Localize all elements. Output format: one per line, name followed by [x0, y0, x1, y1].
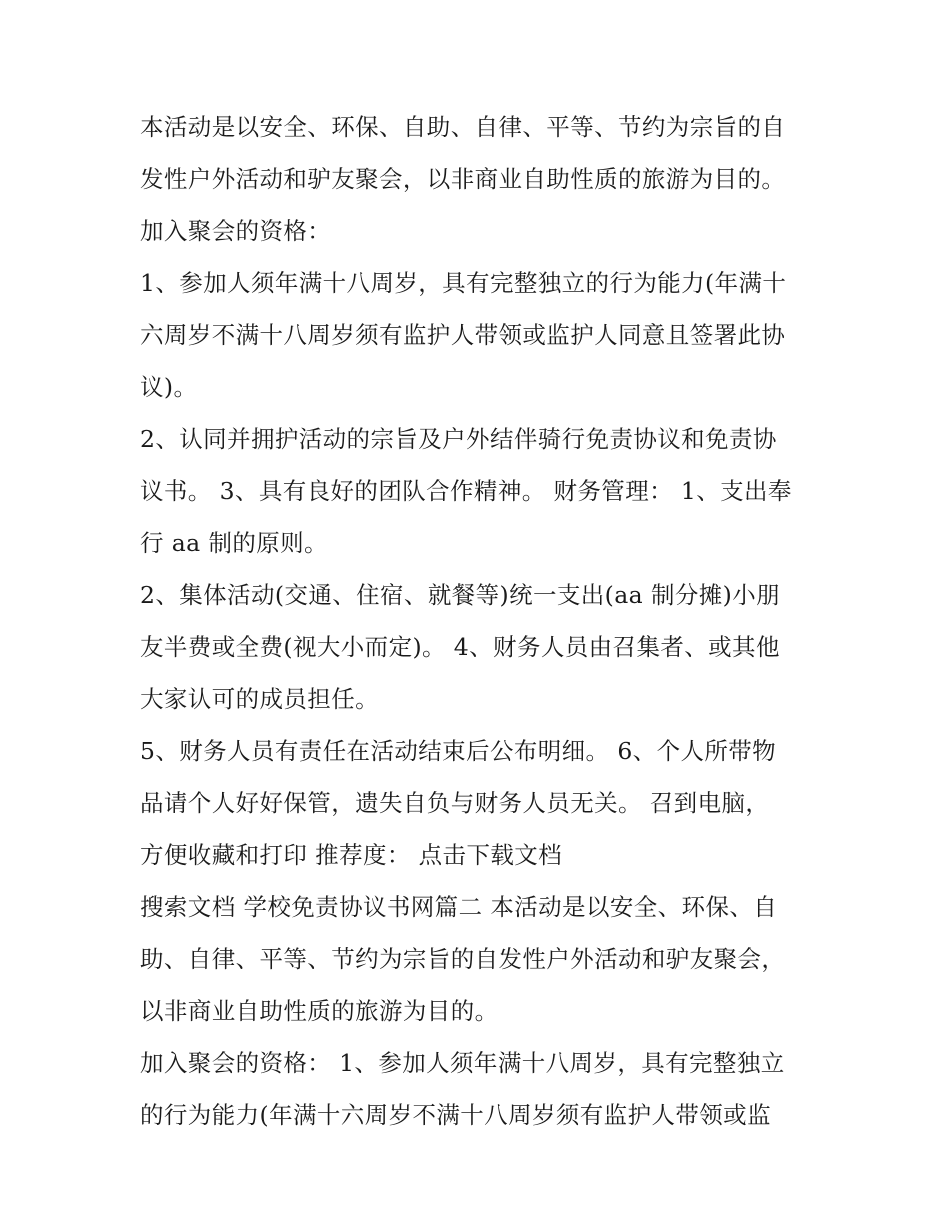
text-line: 5、财务人员有责任在活动结束后公布明细。 6、个人所带物 — [140, 737, 777, 765]
text-line: 2、认同并拥护活动的宗旨及户外结伴骑行免责协议和免责协 — [140, 425, 777, 453]
text-line: 品请个人好好保管，遗失自负与财务人员无关。 召到电脑， — [140, 789, 770, 817]
text-line: 2、集体活动(交通、住宿、就餐等)统一支出(aa 制分摊)小朋 — [140, 581, 781, 609]
text-line: 六周岁不满十八周岁须有监护人带领或监护人同意且签署此协 — [140, 321, 786, 349]
text-line: 加入聚会的资格： 1、参加人须年满十八周岁，具有完整独立 — [140, 1049, 785, 1077]
text-line: 行 aa 制的原则。 — [140, 529, 328, 557]
text-line: 大家认可的成员担任。 — [140, 685, 379, 713]
text-line: 议书。 3、具有良好的团队合作精神。 财务管理： 1、支出奉 — [140, 477, 792, 505]
text-line: 友半费或全费(视大小而定)。 4、财务人员由召集者、或其他 — [140, 633, 780, 661]
text-line: 本活动是以安全、环保、自助、自律、平等、节约为宗旨的自 — [140, 113, 786, 141]
text-line: 加入聚会的资格： — [140, 217, 332, 245]
text-line: 助、自律、平等、节约为宗旨的自发性户外活动和驴友聚会， — [140, 945, 786, 973]
text-line: 发性户外活动和驴友聚会，以非商业自助性质的旅游为目的。 — [140, 165, 786, 193]
text-line: 方便收藏和打印 推荐度： 点击下载文档 — [140, 841, 563, 869]
text-line: 议)。 — [140, 373, 198, 401]
text-line: 搜索文档 学校免责协议书网篇二 本活动是以安全、环保、自 — [140, 893, 778, 921]
document-body — [140, 101, 830, 1141]
text-line: 以非商业自助性质的旅游为目的。 — [140, 997, 499, 1025]
text-line: 的行为能力(年满十六周岁不满十八周岁须有监护人带领或监 — [140, 1101, 771, 1129]
text-line: 1、参加人须年满十八周岁，具有完整独立的行为能力(年满十 — [140, 269, 787, 297]
